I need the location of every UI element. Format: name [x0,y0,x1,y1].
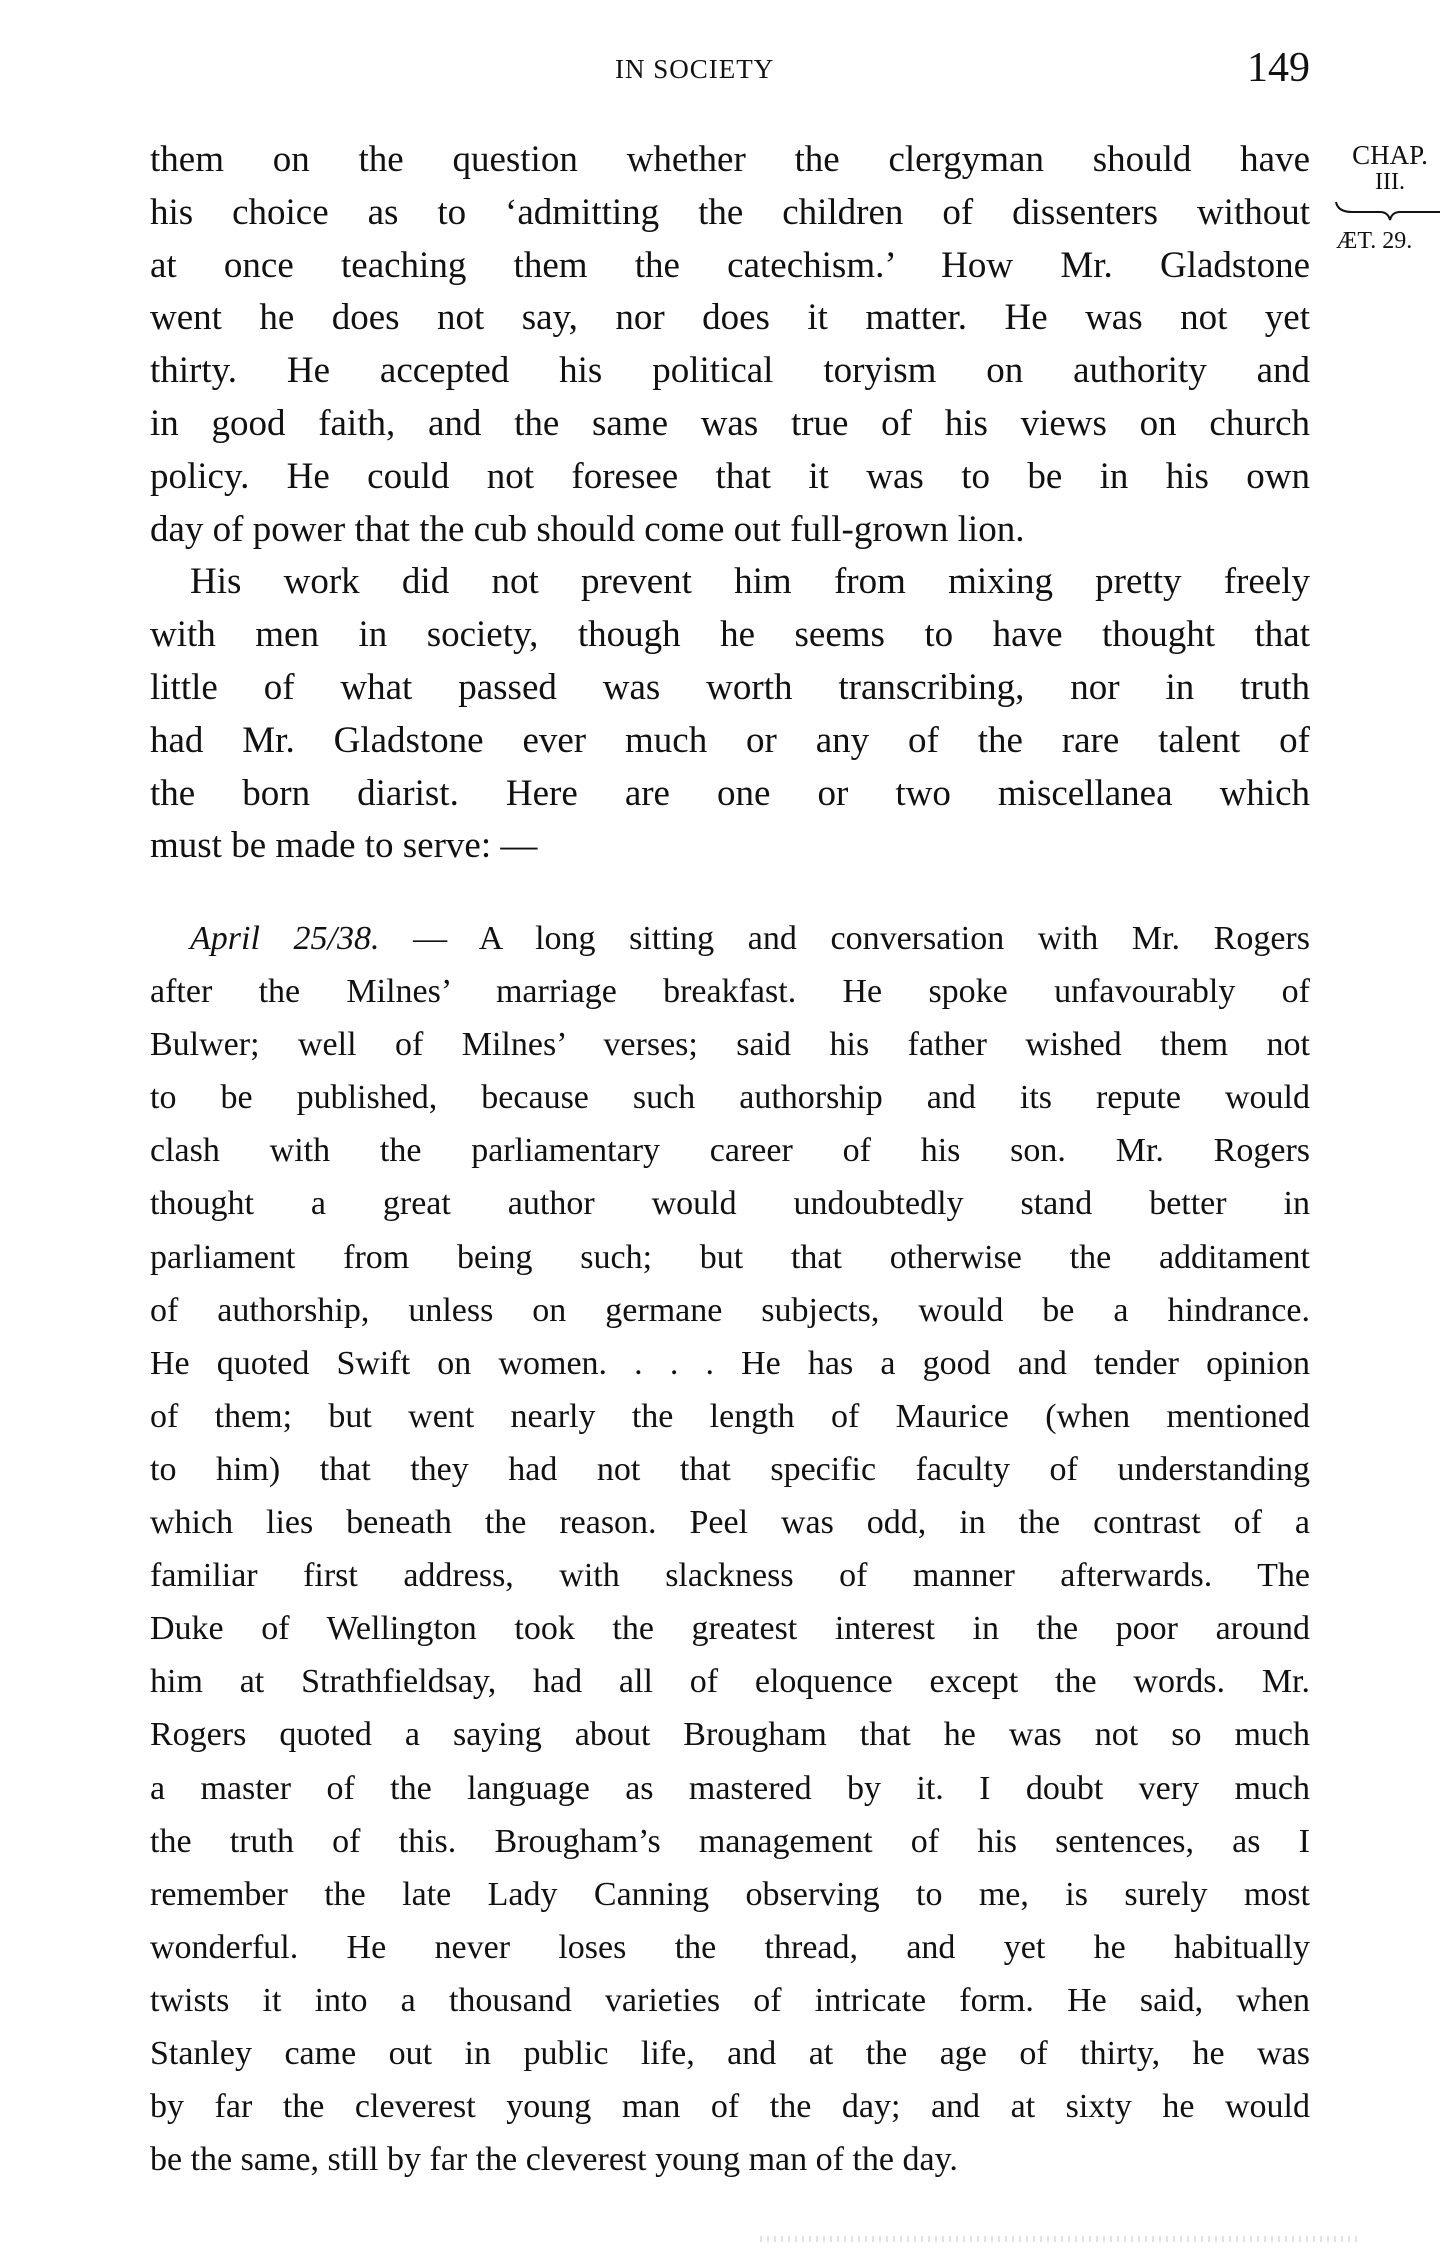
text-line: familiar first address, with slackness of manner afterwards. The [150,1557,1310,1595]
text-line: thought a great author would undoubtedly stand better in [150,1185,1310,1223]
diary-first-line-text: — A long sitting and conversation with Mr. Rogers [379,920,1310,957]
chapter-label: CHAP. [1352,140,1428,170]
text-line: after the Milnes’ marriage breakfast. He spoke unfavourably of [150,973,1310,1011]
text-line: him at Strathfieldsay, had all of eloquence except the words. Mr. [150,1663,1310,1701]
text-line: a master of the language as mastered by it. I doubt very much [150,1769,1310,1807]
text-line: Rogers quoted a saying about Brougham that he was not so much [150,1716,1310,1754]
chapter-number: III. [1375,169,1405,195]
page-number: 149 [1247,45,1310,91]
text-line: with men in society, though he seems to have thought that [150,614,1310,656]
main-text [150,134,1310,873]
text-line: in good faith, and the same was true of his views on church [150,402,1310,444]
text-line: at once teaching them the catechism.’ How Mr. Gladstone [150,244,1310,286]
text-line: parliament from being such; but that otherwise the additament [150,1238,1310,1276]
text-line: Duke of Wellington took the greatest interest in the poor around [150,1610,1310,1648]
text-line: be the same, still by far the cleverest young man of the day. [150,2141,958,2179]
diary-entry [150,912,1310,2186]
text-line: wonderful. He never loses the thread, and yet he habitually [150,1928,1310,1966]
running-title: IN SOCIETY [615,54,775,84]
margin-note [1332,140,1448,256]
scan-artifact [760,2236,1360,2242]
diary-date: April 25/38. [190,920,380,957]
text-line: must be made to serve: — [150,825,538,867]
brace-icon [1334,200,1442,222]
text-line: thirty. He accepted his political toryism on authority and [150,350,1310,392]
diary-first-line [150,912,1310,965]
text-line: the truth of this. Brougham’s management of his sentences, as I [150,1822,1310,1860]
text-line: his choice as to ‘admitting the children of dissenters without [150,191,1310,233]
text-line: the born diarist. Here are one or two miscellanea which [150,772,1310,814]
age-label: ÆT. 29. [1336,228,1413,254]
text-line: which lies beneath the reason. Peel was odd, in the contrast of a [150,1504,1310,1542]
text-line: by far the cleverest young man of the day; and at sixty he would [150,2088,1310,2126]
text-line: He quoted Swift on women. . . . He has a good and tender opinion [150,1344,1310,1382]
text-line: His work did not prevent him from mixing pretty freely [190,561,1310,603]
text-line: had Mr. Gladstone ever much or any of the rare talent of [150,719,1310,761]
running-head [150,45,1310,92]
text-line: to him) that they had not that specific faculty of understanding [150,1450,1310,1488]
text-line: of authorship, unless on germane subjects, would be a hindrance. [150,1291,1310,1329]
text-line: Bulwer; well of Milnes’ verses; said his father wished them not [150,1026,1310,1064]
text-line: clash with the parliamentary career of his son. Mr. Rogers [150,1132,1310,1170]
text-line: of them; but went nearly the length of Maurice (when mentioned [150,1397,1310,1435]
text-line: went he does not say, nor does it matter. He was not yet [150,297,1310,339]
text-line: twists it into a thousand varieties of intricate form. He said, when [150,1981,1310,2019]
text-line: policy. He could not foresee that it was to be in his own [150,455,1310,497]
text-line: day of power that the cub should come out full-grown lion. [150,508,1025,550]
text-line: little of what passed was worth transcribing, nor in truth [150,666,1310,708]
text-line: Stanley came out in public life, and at the age of thirty, he was [150,2034,1310,2072]
text-line: to be published, because such authorship and its repute would [150,1079,1310,1117]
text-line: them on the question whether the clergyman should have [150,139,1310,180]
text-line: remember the late Lady Canning observing to me, is surely most [150,1875,1310,1913]
